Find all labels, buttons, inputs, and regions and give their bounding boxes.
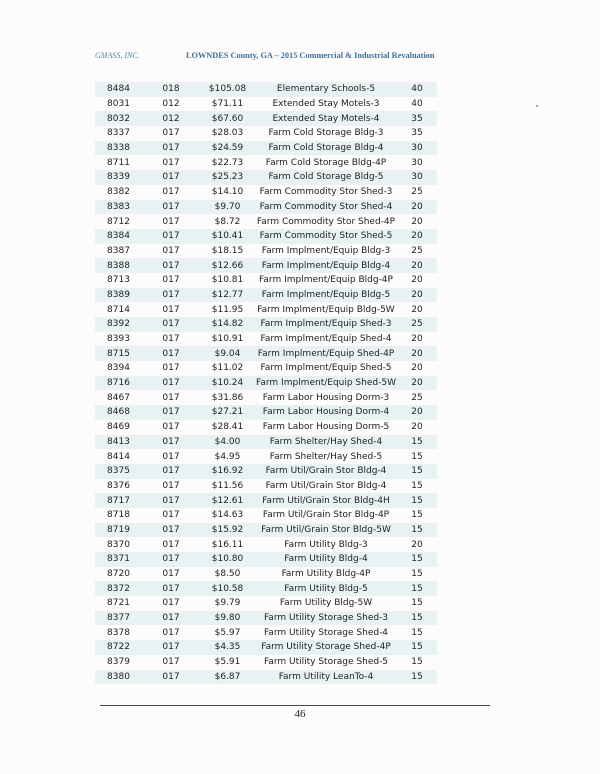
cell-class: 017 <box>162 422 180 433</box>
cell-description: Farm Utility Bldg-5W <box>279 598 373 609</box>
cell-unit-cost: $14.63 <box>211 510 244 521</box>
cell-description: Farm Shelter/Hay Shed-5 <box>269 451 383 462</box>
cell-life: 15 <box>411 671 423 682</box>
cell-class: 017 <box>162 598 180 609</box>
cell-unit-cost: $25.23 <box>211 172 244 183</box>
cell-class: 017 <box>162 657 180 668</box>
cell-code: 8031 <box>107 99 130 110</box>
cell-life: 15 <box>411 657 423 668</box>
table-row <box>95 508 437 523</box>
document-title: LOWNDES County, GA – 2015 Commercial & Industrial Revaluation <box>186 51 435 60</box>
cell-life: 15 <box>411 524 423 535</box>
cell-class: 017 <box>162 172 180 183</box>
cell-unit-cost: $9.70 <box>214 201 241 212</box>
cell-life: 20 <box>411 304 423 315</box>
cell-life: 20 <box>411 231 423 242</box>
cell-unit-cost: $4.35 <box>214 642 241 653</box>
cell-code: 8387 <box>107 245 130 256</box>
cell-life: 15 <box>411 583 423 594</box>
cell-description: Farm Utility Bldg-3 <box>284 539 368 550</box>
cell-description: Farm Util/Grain Stor Bldg-4H <box>262 495 390 506</box>
cell-class: 017 <box>162 407 180 418</box>
cell-code: 8388 <box>107 260 130 271</box>
cell-description: Farm Utility Storage Shed-3 <box>263 613 389 624</box>
cell-life: 30 <box>411 157 423 168</box>
cell-class: 018 <box>162 84 180 95</box>
cell-class: 017 <box>162 245 180 256</box>
cell-class: 017 <box>162 539 180 550</box>
cell-code: 8376 <box>107 480 130 491</box>
cell-description: Farm Implment/Equip Shed-5W <box>256 378 396 389</box>
cell-life: 40 <box>411 84 423 95</box>
table-row <box>95 302 437 317</box>
cell-code: 8338 <box>107 143 130 154</box>
cell-unit-cost: $16.92 <box>211 466 244 477</box>
cell-description: Farm Implment/Equip Shed-3 <box>260 319 392 330</box>
cell-description: Farm Implment/Equip Shed-4 <box>260 334 392 345</box>
cell-code: 8717 <box>107 495 130 506</box>
cell-description: Farm Cold Storage Bldg-4 <box>268 143 384 154</box>
cell-code: 8371 <box>107 554 130 565</box>
cell-life: 40 <box>411 99 423 110</box>
table-row <box>95 361 437 376</box>
cell-code: 8718 <box>107 510 130 521</box>
cell-class: 017 <box>162 613 180 624</box>
cell-description: Farm Util/Grain Stor Bldg-4 <box>265 480 387 491</box>
cell-class: 012 <box>162 113 180 124</box>
cell-description: Farm Implment/Equip Bldg-4P <box>259 275 393 286</box>
cell-code: 8413 <box>107 436 130 447</box>
cell-description: Farm Implment/Equip Shed-5 <box>260 363 392 374</box>
table-row <box>95 435 437 450</box>
cell-unit-cost: $15.92 <box>211 524 244 535</box>
table-row <box>95 420 437 435</box>
cell-unit-cost: $31.86 <box>211 392 244 403</box>
table-row <box>95 214 437 229</box>
cell-unit-cost: $10.80 <box>211 554 244 565</box>
cell-unit-cost: $10.58 <box>211 583 244 594</box>
cell-unit-cost: $28.41 <box>211 422 244 433</box>
cell-class: 017 <box>162 289 180 300</box>
cell-code: 8032 <box>107 113 130 124</box>
cell-code: 8379 <box>107 657 130 668</box>
cell-life: 15 <box>411 436 423 447</box>
cell-class: 017 <box>162 671 180 682</box>
cell-description: Farm Commodity Stor Shed-4 <box>259 201 393 212</box>
cell-code: 8384 <box>107 231 130 242</box>
table-row <box>95 523 437 538</box>
table-row <box>95 611 437 626</box>
cell-description: Farm Utility Storage Shed-4P <box>261 642 391 653</box>
cell-description: Farm Utility Bldg-4 <box>284 554 368 565</box>
table-row <box>95 625 437 640</box>
cell-class: 017 <box>162 627 180 638</box>
table-row <box>95 493 437 508</box>
table-row <box>95 317 437 332</box>
cell-unit-cost: $27.21 <box>211 407 244 418</box>
cell-unit-cost: $11.02 <box>211 363 244 374</box>
cell-unit-cost: $14.10 <box>211 187 244 198</box>
cell-code: 8715 <box>107 348 130 359</box>
cell-code: 8467 <box>107 392 130 403</box>
cell-code: 8392 <box>107 319 130 330</box>
cell-code: 8414 <box>107 451 130 462</box>
cell-code: 8378 <box>107 627 130 638</box>
cell-unit-cost: $11.56 <box>211 480 244 491</box>
cell-class: 017 <box>162 363 180 374</box>
cell-class: 017 <box>162 480 180 491</box>
cell-unit-cost: $14.82 <box>211 319 244 330</box>
cell-class: 017 <box>162 334 180 345</box>
cell-life: 20 <box>411 289 423 300</box>
cell-life: 20 <box>411 407 423 418</box>
cell-code: 8469 <box>107 422 130 433</box>
cell-unit-cost: $9.80 <box>214 613 241 624</box>
cell-life: 25 <box>411 245 423 256</box>
table-row <box>95 126 437 141</box>
cell-description: Farm Shelter/Hay Shed-4 <box>269 436 383 447</box>
cell-description: Farm Utility Bldg-4P <box>281 569 371 580</box>
table-row <box>95 258 437 273</box>
table-row <box>95 670 437 685</box>
cell-code: 8337 <box>107 128 130 139</box>
cell-code: 8383 <box>107 201 130 212</box>
table-row <box>95 141 437 156</box>
cell-code: 8380 <box>107 671 130 682</box>
table-row <box>95 464 437 479</box>
cell-unit-cost: $24.59 <box>211 143 244 154</box>
cell-code: 8713 <box>107 275 130 286</box>
cell-class: 017 <box>162 392 180 403</box>
cell-life: 20 <box>411 422 423 433</box>
cell-description: Farm Implment/Equip Shed-4P <box>257 348 395 359</box>
table-row <box>95 537 437 552</box>
cell-code: 8375 <box>107 466 130 477</box>
cell-unit-cost: $16.11 <box>211 539 244 550</box>
cell-description: Farm Labor Housing Dorm-5 <box>262 422 390 433</box>
cell-code: 8372 <box>107 583 130 594</box>
cell-class: 017 <box>162 436 180 447</box>
cell-unit-cost: $9.79 <box>214 598 241 609</box>
table-row <box>95 200 437 215</box>
cell-life: 20 <box>411 275 423 286</box>
cell-life: 15 <box>411 569 423 580</box>
cell-unit-cost: $4.95 <box>214 451 241 462</box>
cell-unit-cost: $10.41 <box>211 231 244 242</box>
cell-description: Farm Commodity Stor Shed-4P <box>256 216 396 227</box>
cell-unit-cost: $18.15 <box>211 245 244 256</box>
cell-life: 15 <box>411 598 423 609</box>
cell-life: 15 <box>411 466 423 477</box>
cell-description: Farm Util/Grain Stor Bldg-4P <box>262 510 390 521</box>
cell-class: 017 <box>162 524 180 535</box>
table-row <box>95 640 437 655</box>
cell-class: 012 <box>162 99 180 110</box>
cell-class: 017 <box>162 128 180 139</box>
cell-code: 8711 <box>107 157 130 168</box>
table-row <box>95 111 437 126</box>
cell-description: Farm Cold Storage Bldg-5 <box>268 172 384 183</box>
cell-unit-cost: $11.95 <box>211 304 244 315</box>
table-row <box>95 229 437 244</box>
cell-description: Farm Utility Bldg-5 <box>284 583 368 594</box>
cell-life: 20 <box>411 216 423 227</box>
cell-class: 017 <box>162 275 180 286</box>
cell-life: 15 <box>411 554 423 565</box>
cell-life: 35 <box>411 113 423 124</box>
table-row <box>95 596 437 611</box>
cell-class: 017 <box>162 231 180 242</box>
table-row <box>95 97 437 112</box>
cell-unit-cost: $12.77 <box>211 289 244 300</box>
cell-life: 20 <box>411 334 423 345</box>
cell-unit-cost: $22.73 <box>211 157 244 168</box>
cell-description: Extended Stay Motels-4 <box>272 113 380 124</box>
cell-description: Farm Labor Housing Dorm-3 <box>262 392 390 403</box>
cell-life: 15 <box>411 495 423 506</box>
cell-unit-cost: $4.00 <box>214 436 241 447</box>
cell-unit-cost: $71.11 <box>211 99 244 110</box>
table-row <box>95 332 437 347</box>
cost-table <box>95 82 437 684</box>
page-number: 46 <box>294 708 306 720</box>
cell-description: Farm Util/Grain Stor Bldg-4 <box>265 466 387 477</box>
cell-description: Farm Cold Storage Bldg-4P <box>265 157 387 168</box>
cell-life: 25 <box>411 319 423 330</box>
cell-description: Farm Cold Storage Bldg-3 <box>268 128 384 139</box>
cell-life: 15 <box>411 451 423 462</box>
table-row <box>95 449 437 464</box>
cell-description: Farm Util/Grain Stor Bldg-5W <box>261 524 391 535</box>
cell-code: 8716 <box>107 378 130 389</box>
cell-class: 017 <box>162 143 180 154</box>
cell-class: 017 <box>162 187 180 198</box>
table-row <box>95 185 437 200</box>
table-row <box>95 288 437 303</box>
cell-description: Farm Utility LeanTo-4 <box>278 671 374 682</box>
cell-code: 8720 <box>107 569 130 580</box>
cell-class: 017 <box>162 260 180 271</box>
cell-life: 30 <box>411 172 423 183</box>
cell-unit-cost: $12.66 <box>211 260 244 271</box>
cell-class: 017 <box>162 304 180 315</box>
cell-life: 20 <box>411 363 423 374</box>
cell-code: 8722 <box>107 642 130 653</box>
cell-class: 017 <box>162 157 180 168</box>
table-row <box>95 346 437 361</box>
table-row <box>95 82 437 97</box>
cell-code: 8377 <box>107 613 130 624</box>
cell-code: 8714 <box>107 304 130 315</box>
footer-divider <box>100 705 490 706</box>
cell-life: 35 <box>411 128 423 139</box>
cell-description: Farm Labor Housing Dorm-4 <box>262 407 390 418</box>
cell-class: 017 <box>162 583 180 594</box>
cell-unit-cost: $105.08 <box>208 84 247 95</box>
cell-description: Farm Utility Storage Shed-5 <box>263 657 389 668</box>
table-row <box>95 552 437 567</box>
cell-life: 25 <box>411 187 423 198</box>
scan-speck <box>536 105 538 107</box>
cell-life: 30 <box>411 143 423 154</box>
cell-life: 15 <box>411 510 423 521</box>
cell-description: Farm Commodity Stor Shed-5 <box>259 231 393 242</box>
cell-class: 017 <box>162 319 180 330</box>
cell-class: 017 <box>162 510 180 521</box>
cell-class: 017 <box>162 378 180 389</box>
cell-code: 8370 <box>107 539 130 550</box>
cell-code: 8468 <box>107 407 130 418</box>
table-row <box>95 390 437 405</box>
cell-code: 8721 <box>107 598 130 609</box>
cell-code: 8484 <box>107 84 130 95</box>
table-row <box>95 405 437 420</box>
cell-life: 20 <box>411 260 423 271</box>
cell-class: 017 <box>162 554 180 565</box>
cell-life: 20 <box>411 539 423 550</box>
cell-class: 017 <box>162 216 180 227</box>
cell-description: Extended Stay Motels-3 <box>272 99 380 110</box>
cell-description: Farm Utility Storage Shed-4 <box>263 627 389 638</box>
cell-life: 20 <box>411 201 423 212</box>
cell-code: 8382 <box>107 187 130 198</box>
cell-unit-cost: $6.87 <box>214 671 241 682</box>
cell-class: 017 <box>162 451 180 462</box>
cell-unit-cost: $28.03 <box>211 128 244 139</box>
table-row <box>95 479 437 494</box>
cell-unit-cost: $10.81 <box>211 275 244 286</box>
cell-life: 20 <box>411 378 423 389</box>
cell-description: Elementary Schools-5 <box>276 84 376 95</box>
cell-class: 017 <box>162 495 180 506</box>
table-row <box>95 376 437 391</box>
cell-class: 017 <box>162 642 180 653</box>
cell-unit-cost: $5.91 <box>214 657 241 668</box>
cell-unit-cost: $67.60 <box>211 113 244 124</box>
cell-class: 017 <box>162 348 180 359</box>
cell-unit-cost: $5.97 <box>214 627 241 638</box>
table-row <box>95 244 437 259</box>
cell-unit-cost: $10.24 <box>211 378 244 389</box>
cell-class: 017 <box>162 201 180 212</box>
cell-code: 8712 <box>107 216 130 227</box>
cell-code: 8339 <box>107 172 130 183</box>
cell-class: 017 <box>162 466 180 477</box>
table-row <box>95 170 437 185</box>
cell-unit-cost: $8.50 <box>214 569 241 580</box>
cell-life: 15 <box>411 627 423 638</box>
cell-life: 15 <box>411 480 423 491</box>
cell-life: 20 <box>411 348 423 359</box>
cell-code: 8393 <box>107 334 130 345</box>
cell-description: Farm Implment/Equip Bldg-4 <box>261 260 391 271</box>
cell-unit-cost: $12.61 <box>211 495 244 506</box>
cell-description: Farm Implment/Equip Bldg-5W <box>257 304 395 315</box>
cell-life: 25 <box>411 392 423 403</box>
cell-unit-cost: $10.91 <box>211 334 244 345</box>
cell-life: 15 <box>411 613 423 624</box>
cell-unit-cost: $8.72 <box>214 216 241 227</box>
cell-code: 8719 <box>107 524 130 535</box>
cell-class: 017 <box>162 569 180 580</box>
cell-unit-cost: $9.04 <box>214 348 241 359</box>
cell-description: Farm Implment/Equip Bldg-3 <box>261 245 391 256</box>
table-row <box>95 655 437 670</box>
table-row <box>95 155 437 170</box>
cell-life: 15 <box>411 642 423 653</box>
cell-description: Farm Implment/Equip Bldg-5 <box>261 289 391 300</box>
table-row <box>95 273 437 288</box>
table-row <box>95 567 437 582</box>
company-name: GMASS, INC. <box>95 51 140 60</box>
table-row <box>95 581 437 596</box>
cell-code: 8394 <box>107 363 130 374</box>
cell-description: Farm Commodity Stor Shed-3 <box>259 187 393 198</box>
cell-code: 8389 <box>107 289 130 300</box>
